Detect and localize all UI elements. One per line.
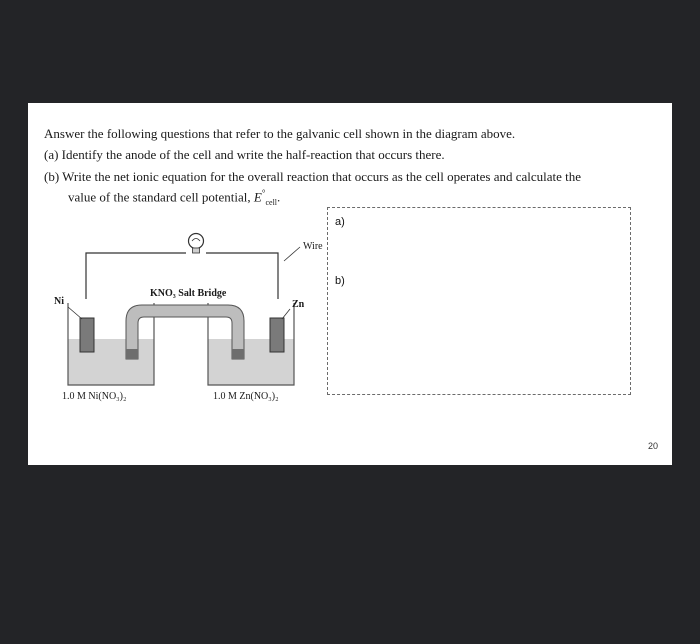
standard-degree-sign: °: [261, 188, 266, 198]
galvanic-cell-diagram: [48, 221, 323, 402]
zn-label: Zn: [292, 299, 305, 310]
left-solution-label: 1.0 M Ni(NO₃)₂: [62, 391, 127, 402]
question-b-period: .: [277, 189, 281, 205]
answer-label-a: a): [335, 216, 345, 228]
question-b-line1: (b) Write the net ionic equation for the overall reaction that occurs as the cell operates and calculate the: [44, 169, 582, 184]
question-intro: Answer the following questions that refer to the galvanic cell shown in the diagram above.: [44, 126, 516, 141]
zn-electrode: [270, 318, 284, 352]
wire-label: Wire: [303, 241, 323, 252]
page-number: 20: [647, 441, 658, 451]
ni-electrode: [80, 318, 94, 352]
right-solution-label: 1.0 M Zn(NO₃)₂: [213, 391, 279, 402]
question-b-prefix: value of the standard cell potential,: [68, 189, 254, 205]
answer-label-b: b): [335, 275, 345, 287]
light-bulb-icon: [189, 234, 204, 254]
ni-pointer: [68, 307, 82, 319]
salt-bridge-plug-right: [232, 349, 244, 359]
answer-box[interactable]: [327, 207, 631, 395]
question-a: (a) Identify the anode of the cell and write the half-reaction that occurs there.: [44, 147, 445, 162]
cell-potential-symbol: E: [253, 189, 262, 205]
worksheet-page: [28, 103, 672, 465]
ni-label: Ni: [54, 296, 64, 307]
cell-subscript: cell: [265, 197, 278, 207]
question-b-line2: [68, 185, 280, 211]
salt-bridge-label: KNO₃ Salt Bridge: [150, 288, 227, 299]
salt-bridge-plug-left: [126, 349, 138, 359]
zn-pointer: [282, 309, 290, 319]
wire-pointer: [284, 247, 300, 261]
